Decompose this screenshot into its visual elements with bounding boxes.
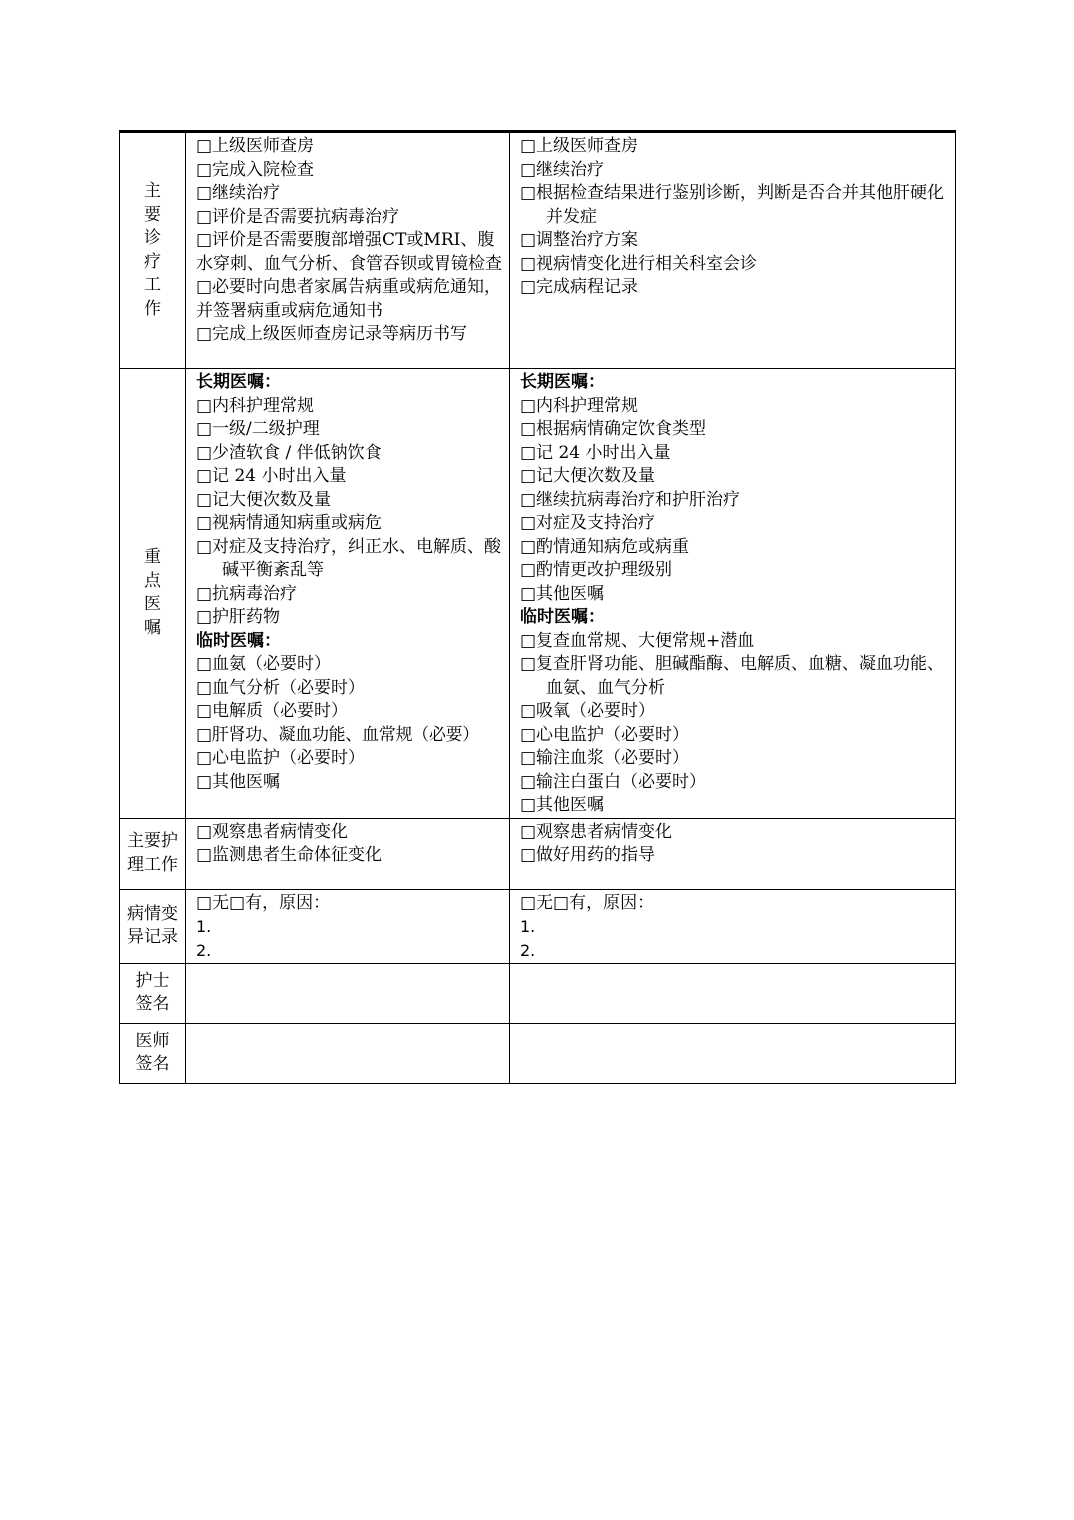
checklist-item: □上级医师查房	[196, 136, 315, 156]
nursing-row	[120, 818, 956, 889]
orders-day-b	[510, 369, 956, 819]
variation-reason: □无□有，原因：	[196, 892, 331, 913]
variation-label: 病情变异记录	[120, 889, 186, 963]
order-item: □其他医嘱	[196, 771, 281, 792]
checklist-item: □监测患者生命体征变化	[196, 845, 383, 865]
order-item: □输注血浆（必要时）	[520, 748, 690, 768]
order-item: □根据病情确定饮食类型	[520, 419, 707, 439]
checklist-item: □完成入院检查	[196, 159, 315, 180]
order-item: □记 24 小时出入量	[520, 442, 671, 463]
order-item: □心电监护（必要时）	[196, 748, 366, 768]
variation-day-b	[510, 889, 956, 963]
variation-line-2: 2.	[196, 940, 212, 960]
long-term-orders-title: 长期医嘱：	[520, 372, 605, 392]
nursing-day-a	[186, 818, 510, 889]
order-item: □心电监护（必要时）	[520, 724, 690, 745]
checklist-item: □根据检查结果进行鉴别诊断，判断是否合并其他肝硬化并发症	[520, 183, 945, 227]
checklist-item: □观察患者病情变化	[520, 821, 673, 842]
orders-row	[120, 369, 956, 819]
order-item: □其他医嘱	[520, 583, 605, 604]
order-item: □吸氧（必要时）	[520, 701, 656, 721]
order-item: □记大便次数及量	[196, 489, 332, 510]
order-item: □内科护理常规	[196, 395, 315, 416]
variation-line-1: 1.	[196, 917, 212, 936]
nurse-sign-day-a	[186, 963, 510, 1023]
diagnosis-day-b	[510, 132, 956, 369]
variation-line-1: 1.	[520, 917, 536, 936]
order-item: □一级/二级护理	[196, 419, 320, 439]
checklist-item: □评价是否需要腹部增强CT或MRI、腹水穿刺、血气分析、食管吞钡或胃镜检查	[196, 230, 502, 274]
temporary-orders-title: 临时医嘱：	[520, 607, 605, 627]
order-item: □血氨（必要时）	[196, 654, 332, 674]
doctor-sign-day-b	[510, 1023, 956, 1083]
orders-label: 重 点 医 嘱	[120, 369, 186, 819]
order-item: □酌情更改护理级别	[520, 560, 673, 580]
variation-line-2: 2.	[520, 940, 536, 960]
checklist-item: □调整治疗方案	[520, 230, 639, 250]
diagnosis-label: 主 要 诊 疗 工 作	[120, 132, 186, 369]
order-item: □复查血常规、大便常规+潜血	[520, 630, 755, 651]
order-item: □视病情通知病重或病危	[196, 513, 383, 533]
checklist-item: □评价是否需要抗病毒治疗	[196, 206, 400, 227]
variation-day-a	[186, 889, 510, 963]
diagnosis-row	[120, 132, 956, 369]
checklist-item: □完成病程记录	[520, 277, 639, 297]
orders-day-a	[186, 369, 510, 819]
order-item: □肝肾功、凝血功能、血常规（必要）	[196, 724, 479, 745]
order-item: □酌情通知病危或病重	[520, 536, 690, 557]
order-item: □记 24 小时出入量	[196, 466, 347, 486]
checklist-item: □观察患者病情变化	[196, 821, 349, 842]
checklist-item: □完成上级医师查房记录等病历书写	[196, 324, 468, 344]
order-item: □记大便次数及量	[520, 466, 656, 486]
order-item: □对症及支持治疗，纠正水、电解质、酸碱平衡紊乱等	[196, 536, 502, 580]
checklist-item: □必要时向患者家属告病重或病危通知，并签署病重或病危通知书	[196, 277, 502, 321]
nurse-sign-label: 护士签名	[120, 963, 186, 1023]
long-term-orders-title: 长期医嘱：	[196, 372, 281, 392]
order-item: □护肝药物	[196, 607, 281, 627]
checklist-item: □继续治疗	[520, 159, 605, 180]
nursing-label: 主要护理工作	[120, 818, 186, 889]
order-item: □电解质（必要时）	[196, 701, 349, 721]
nurse-sign-day-b	[510, 963, 956, 1023]
nursing-day-b	[510, 818, 956, 889]
checklist-item: □做好用药的指导	[520, 845, 656, 865]
doctor-sign-day-a	[186, 1023, 510, 1083]
checklist-item: □上级医师查房	[520, 136, 639, 156]
order-item: □输注白蛋白（必要时）	[520, 771, 707, 792]
checklist-item: □视病情变化进行相关科室会诊	[520, 253, 758, 274]
checklist-item: □继续治疗	[196, 183, 281, 203]
order-item: □对症及支持治疗	[520, 513, 656, 533]
doctor-sign-label: 医师签名	[120, 1023, 186, 1083]
order-item: □血气分析（必要时）	[196, 677, 366, 698]
temporary-orders-title: 临时医嘱：	[196, 630, 281, 651]
nurse-sign-row	[120, 963, 956, 1023]
order-item: □继续抗病毒治疗和护肝治疗	[520, 489, 741, 510]
variation-row	[120, 889, 956, 963]
order-item: □抗病毒治疗	[196, 583, 298, 604]
order-item: □复查肝肾功能、胆碱酯酶、电解质、血糖、凝血功能、血氨、血气分析	[520, 654, 945, 698]
clinical-pathway-table	[119, 130, 956, 1084]
order-item: □少渣软食 / 伴低钠饮食	[196, 442, 382, 463]
order-item: □其他医嘱	[520, 795, 605, 815]
order-item: □内科护理常规	[520, 395, 639, 416]
doctor-sign-row	[120, 1023, 956, 1083]
diagnosis-day-a	[186, 132, 510, 369]
variation-reason: □无□有，原因：	[520, 892, 655, 913]
